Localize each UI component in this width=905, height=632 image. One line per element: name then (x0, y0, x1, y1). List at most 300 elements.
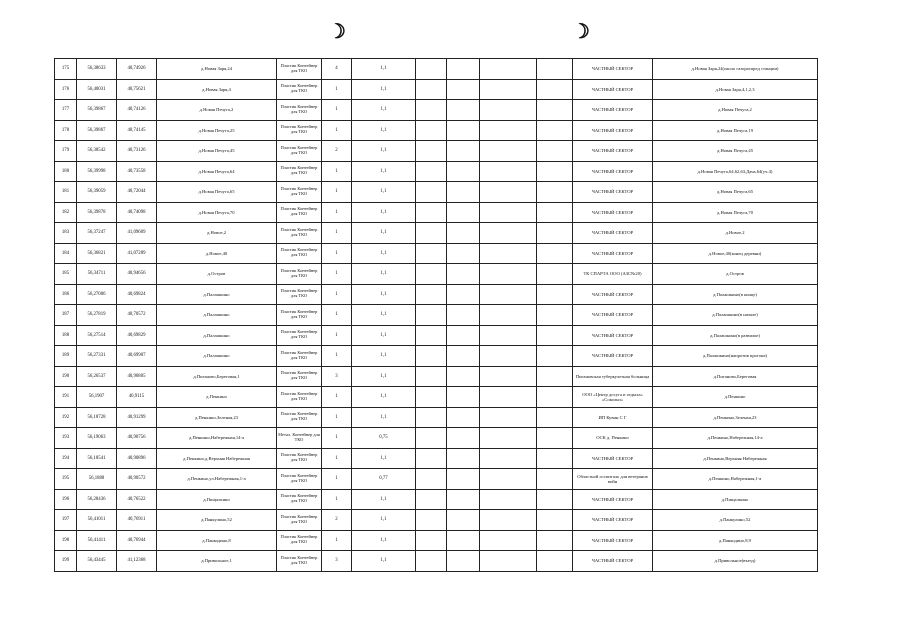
waste-source-cell: ЧАСТНЫЙ СЕКТОР (573, 243, 653, 264)
empty-cell (447, 366, 480, 387)
empty-cell (416, 407, 447, 428)
waste-container-table (54, 58, 818, 572)
empty-cell (480, 530, 537, 551)
longitude-cell: 40,74098 (117, 202, 157, 223)
empty-cell (416, 469, 447, 490)
container-volume-cell: 1,1 (352, 120, 416, 141)
table-row (55, 428, 818, 449)
waste-source-cell: ООО «Центр досуга и отдыха» «Сокольи» (573, 387, 653, 408)
served-objects-cell: д.Палашкино(в развилке) (653, 325, 818, 346)
container-volume-cell: 1,1 (352, 264, 416, 285)
row-number: 177 (55, 100, 77, 121)
row-number: 193 (55, 428, 77, 449)
container-volume-cell: 1,1 (352, 325, 416, 346)
served-objects-cell: д.Панкулино,52 (653, 510, 818, 531)
address-cell: д.Новая Печуга,64 (157, 161, 277, 182)
table-row (55, 120, 818, 141)
empty-cell (480, 448, 537, 469)
empty-cell (416, 325, 447, 346)
empty-cell (480, 305, 537, 326)
address-cell: д.Пенкино,ул.Набережная,1-а (157, 469, 277, 490)
container-type-cell: Пластик Контейнер для ТКО (277, 161, 322, 182)
container-type-cell: Пластик Контейнер для ТКО (277, 59, 322, 80)
waste-source-cell: ЧАСТНЫЙ СЕКТОР (573, 141, 653, 162)
container-type-cell: Пластик Контейнер для ТКО (277, 366, 322, 387)
empty-cell (537, 264, 573, 285)
table-row (55, 161, 818, 182)
latitude-cell: 56,27006 (77, 284, 117, 305)
empty-cell (537, 448, 573, 469)
longitude-cell: 40,76911 (117, 510, 157, 531)
served-objects-cell: д.Пенкино,Набережная,14-а (653, 428, 818, 449)
served-objects-cell: д.Пищалкино (653, 489, 818, 510)
empty-cell (416, 243, 447, 264)
container-type-cell: Пластик Контейнер для ТКО (277, 264, 322, 285)
table-row (55, 530, 818, 551)
container-type-cell: Метал. Контейнер для ТКО (277, 428, 322, 449)
empty-cell (447, 223, 480, 244)
container-count-cell: 1 (322, 448, 352, 469)
container-type-cell: Пластик Контейнер для ТКО (277, 510, 322, 531)
container-count-cell: 2 (322, 141, 352, 162)
longitude-cell: 40,72044 (117, 182, 157, 203)
container-count-cell: 1 (322, 161, 352, 182)
empty-cell (447, 141, 480, 162)
container-count-cell: 1 (322, 100, 352, 121)
latitude-cell: 56,39867 (77, 120, 117, 141)
latitude-cell: 56,39867 (77, 100, 117, 121)
empty-cell (447, 387, 480, 408)
table-row (55, 366, 818, 387)
row-number: 175 (55, 59, 77, 80)
empty-cell (416, 59, 447, 80)
empty-cell (537, 79, 573, 100)
empty-cell (480, 264, 537, 285)
container-volume-cell: 1,1 (352, 407, 416, 428)
table-row (55, 551, 818, 572)
container-type-cell: Пластик Контейнер для ТКО (277, 79, 322, 100)
table-row (55, 79, 818, 100)
table-row (55, 202, 818, 223)
row-number: 182 (55, 202, 77, 223)
empty-cell (537, 469, 573, 490)
empty-cell (480, 407, 537, 428)
container-volume-cell: 1,1 (352, 284, 416, 305)
served-objects-cell: д.Новая Печуга,70 (653, 202, 818, 223)
served-objects-cell: д.Привольное(въезд) (653, 551, 818, 572)
container-type-cell: Пластик Контейнер для ТКО (277, 551, 322, 572)
container-volume-cell: 1,1 (352, 79, 416, 100)
container-count-cell: 1 (322, 202, 352, 223)
address-cell: д.Панкодино,8 (157, 530, 277, 551)
container-volume-cell: 1,1 (352, 100, 416, 121)
longitude-cell: 40,91299 (117, 407, 157, 428)
empty-cell (537, 325, 573, 346)
container-type-cell: Пластик Контейнер для ТКО (277, 100, 322, 121)
served-objects-cell: д.Панкодино,8,9 (653, 530, 818, 551)
row-number: 195 (55, 469, 77, 490)
container-count-cell: 4 (322, 59, 352, 80)
empty-cell (447, 59, 480, 80)
container-volume-cell: 1,1 (352, 387, 416, 408)
empty-cell (447, 325, 480, 346)
address-cell: д.Новая Заря,4 (157, 79, 277, 100)
address-cell: д.Новая Печуга,65 (157, 182, 277, 203)
address-cell: д.Новая Печуга,70 (157, 202, 277, 223)
served-objects-cell: д.Новое,2 (653, 223, 818, 244)
container-volume-cell: 1,1 (352, 489, 416, 510)
container-type-cell: Пластик Контейнер для ТКО (277, 141, 322, 162)
header-mark-right: ☽ (572, 21, 590, 43)
empty-cell (416, 305, 447, 326)
served-objects-cell: д.Палашкино(напротив прогона) (653, 346, 818, 367)
container-volume-cell: 1,1 (352, 223, 416, 244)
waste-source-cell: ЧАСТНЫЙ СЕКТОР (573, 100, 653, 121)
row-number: 178 (55, 120, 77, 141)
longitude-cell: 40,90572 (117, 469, 157, 490)
empty-cell (480, 182, 537, 203)
table-row (55, 59, 818, 80)
empty-cell (537, 182, 573, 203)
address-cell: д.Пищалкино (157, 489, 277, 510)
empty-cell (537, 59, 573, 80)
row-number: 197 (55, 510, 77, 531)
container-count-cell: 1 (322, 469, 352, 490)
container-count-cell: 1 (322, 428, 352, 449)
container-volume-cell: 1,1 (352, 530, 416, 551)
latitude-cell: 56,34711 (77, 264, 117, 285)
address-cell: д.Остров (157, 264, 277, 285)
longitude-cell: 40,73126 (117, 141, 157, 162)
empty-cell (416, 530, 447, 551)
row-number: 190 (55, 366, 77, 387)
latitude-cell: 56,43445 (77, 551, 117, 572)
empty-cell (537, 510, 573, 531)
container-type-cell: Пластик Контейнер для ТКО (277, 346, 322, 367)
empty-cell (537, 551, 573, 572)
container-count-cell: 3 (322, 366, 352, 387)
row-number: 189 (55, 346, 77, 367)
container-type-cell: Пластик Контейнер для ТКО (277, 305, 322, 326)
latitude-cell: 56,19063 (77, 428, 117, 449)
latitude-cell: 56,39998 (77, 161, 117, 182)
empty-cell (416, 551, 447, 572)
empty-cell (537, 243, 573, 264)
empty-cell (416, 448, 447, 469)
empty-cell (447, 551, 480, 572)
table-row (55, 469, 818, 490)
address-cell: д.Палашкино (157, 325, 277, 346)
waste-source-cell: ЧАСТНЫЙ СЕКТОР (573, 325, 653, 346)
container-type-cell: Пластик Контейнер для ТКО (277, 223, 322, 244)
waste-source-cell: ЧАСТНЫЙ СЕКТОР (573, 120, 653, 141)
empty-cell (537, 346, 573, 367)
empty-cell (416, 100, 447, 121)
empty-cell (537, 223, 573, 244)
empty-cell (480, 243, 537, 264)
served-objects-cell: д.Новая Печуга,19 (653, 120, 818, 141)
container-count-cell: 1 (322, 243, 352, 264)
latitude-cell: 56,38542 (77, 141, 117, 162)
empty-cell (480, 202, 537, 223)
container-count-cell: 1 (322, 346, 352, 367)
longitude-cell: 40,74126 (117, 100, 157, 121)
latitude-cell: 56,1907 (77, 387, 117, 408)
container-count-cell: 1 (322, 530, 352, 551)
row-number: 192 (55, 407, 77, 428)
row-number: 198 (55, 530, 77, 551)
empty-cell (480, 79, 537, 100)
empty-cell (416, 141, 447, 162)
waste-source-cell: Пигановская туберкулезная больница (573, 366, 653, 387)
address-cell: д.Палашкино (157, 305, 277, 326)
served-objects-cell: д.Новая Заря,24(около газораспред станции) (653, 59, 818, 80)
empty-cell (480, 100, 537, 121)
longitude-cell: 40,75621 (117, 79, 157, 100)
longitude-cell: 40,74926 (117, 59, 157, 80)
table-row (55, 387, 818, 408)
served-objects-cell: д.Новая Печуга,64,62,63,Дача,64(уч.4) (653, 161, 818, 182)
waste-source-cell: ЧАСТНЫЙ СЕКТОР (573, 161, 653, 182)
empty-cell (416, 202, 447, 223)
waste-source-cell: ИП Кувин С Г (573, 407, 653, 428)
container-volume-cell: 1,1 (352, 448, 416, 469)
empty-cell (480, 551, 537, 572)
waste-source-cell: ЧАСТНЫЙ СЕКТОР (573, 79, 653, 100)
table-row (55, 243, 818, 264)
longitude-cell: 40,94656 (117, 264, 157, 285)
empty-cell (447, 264, 480, 285)
latitude-cell: 56,36821 (77, 243, 117, 264)
table-row (55, 223, 818, 244)
container-count-cell: 1 (322, 325, 352, 346)
container-type-cell: Пластик Контейнер для ТКО (277, 182, 322, 203)
empty-cell (447, 469, 480, 490)
empty-cell (480, 325, 537, 346)
container-count-cell: 1 (322, 79, 352, 100)
empty-cell (537, 530, 573, 551)
latitude-cell: 56,1888 (77, 469, 117, 490)
container-count-cell: 1 (322, 387, 352, 408)
empty-cell (447, 202, 480, 223)
longitude-cell: 40,70572 (117, 305, 157, 326)
container-count-cell: 1 (322, 182, 352, 203)
served-objects-cell: д.Новая Печуга,65 (653, 182, 818, 203)
waste-source-cell: ЧАСТНЫЙ СЕКТОР (573, 551, 653, 572)
latitude-cell: 56,41411 (77, 530, 117, 551)
table-row (55, 264, 818, 285)
container-count-cell: 1 (322, 284, 352, 305)
waste-source-cell: ЧАСТНЫЙ СЕКТОР (573, 182, 653, 203)
empty-cell (447, 161, 480, 182)
container-volume-cell: 1,1 (352, 243, 416, 264)
container-count-cell: 2 (322, 510, 352, 531)
row-number: 180 (55, 161, 77, 182)
waste-source-cell: ОСК д. Пенкино (573, 428, 653, 449)
longitude-cell: 41,09609 (117, 223, 157, 244)
container-volume-cell: 1,1 (352, 366, 416, 387)
empty-cell (416, 346, 447, 367)
latitude-cell: 56,38633 (77, 59, 117, 80)
longitude-cell: 40,90805 (117, 366, 157, 387)
longitude-cell: 40,73558 (117, 161, 157, 182)
address-cell: д.Новое,40 (157, 243, 277, 264)
waste-source-cell: ТК СПАРТА ООО (АЗС№20) (573, 264, 653, 285)
empty-cell (480, 469, 537, 490)
empty-cell (416, 366, 447, 387)
table-row (55, 407, 818, 428)
waste-source-cell: Областной госпиталь для ветеранов войн (573, 469, 653, 490)
container-type-cell: Пластик Контейнер для ТКО (277, 489, 322, 510)
container-volume-cell: 1,1 (352, 551, 416, 572)
table-row (55, 182, 818, 203)
served-objects-cell: д.Пенкино,Зеленая,23 (653, 407, 818, 428)
empty-cell (480, 387, 537, 408)
empty-cell (537, 489, 573, 510)
row-number: 176 (55, 79, 77, 100)
served-objects-cell: д.Новая Заря,4,1,2,3 (653, 79, 818, 100)
container-volume-cell: 1,1 (352, 59, 416, 80)
row-number: 186 (55, 284, 77, 305)
container-type-cell: Пластик Контейнер для ТКО (277, 387, 322, 408)
container-type-cell: Пластик Контейнер для ТКО (277, 202, 322, 223)
container-volume-cell: 1,1 (352, 161, 416, 182)
empty-cell (447, 510, 480, 531)
address-cell: д.Пиганово,Береговая,1 (157, 366, 277, 387)
address-cell: д.Пенкино,Набережная,14-а (157, 428, 277, 449)
container-count-cell: 1 (322, 223, 352, 244)
address-cell: д.Новая Печуга,2 (157, 100, 277, 121)
latitude-cell: 56,27819 (77, 305, 117, 326)
waste-source-cell: ЧАСТНЫЙ СЕКТОР (573, 346, 653, 367)
table-row (55, 284, 818, 305)
address-cell: д.Новая Печуга,45 (157, 141, 277, 162)
empty-cell (537, 141, 573, 162)
empty-cell (480, 489, 537, 510)
address-cell: д.Палашкино (157, 284, 277, 305)
container-count-cell: 1 (322, 407, 352, 428)
served-objects-cell: д.Остров (653, 264, 818, 285)
empty-cell (447, 100, 480, 121)
address-cell: д.Панкулино,52 (157, 510, 277, 531)
row-number: 191 (55, 387, 77, 408)
container-volume-cell: 1,1 (352, 346, 416, 367)
latitude-cell: 56,18541 (77, 448, 117, 469)
longitude-cell: 40,90756 (117, 428, 157, 449)
served-objects-cell: д.Новая Печуга,45 (653, 141, 818, 162)
container-volume-cell: 1,1 (352, 305, 416, 326)
container-count-cell: 1 (322, 120, 352, 141)
served-objects-cell: д.Пенкино (653, 387, 818, 408)
address-cell: д.Новая Печуга,25 (157, 120, 277, 141)
empty-cell (447, 243, 480, 264)
empty-cell (537, 366, 573, 387)
empty-cell (416, 161, 447, 182)
empty-cell (447, 284, 480, 305)
address-cell: д.Привольное,1 (157, 551, 277, 572)
row-number: 183 (55, 223, 77, 244)
empty-cell (447, 305, 480, 326)
waste-source-cell: ЧАСТНЫЙ СЕКТОР (573, 59, 653, 80)
row-number: 187 (55, 305, 77, 326)
empty-cell (480, 366, 537, 387)
empty-cell (480, 510, 537, 531)
container-type-cell: Пластик Контейнер для ТКО (277, 325, 322, 346)
empty-cell (447, 182, 480, 203)
longitude-cell: 40,69829 (117, 325, 157, 346)
container-count-cell: 1 (322, 305, 352, 326)
empty-cell (480, 284, 537, 305)
served-objects-cell: д.Новое,40(конец деревни) (653, 243, 818, 264)
container-volume-cell: 0,77 (352, 469, 416, 490)
empty-cell (480, 120, 537, 141)
container-type-cell: Пластик Контейнер для ТКО (277, 448, 322, 469)
latitude-cell: 56,27514 (77, 325, 117, 346)
served-objects-cell: д.Пенкино,Верхняя Набережная (653, 448, 818, 469)
empty-cell (480, 346, 537, 367)
waste-source-cell: ЧАСТНЫЙ СЕКТОР (573, 530, 653, 551)
address-cell: д.Пенкино,д.Верхняя Набережная (157, 448, 277, 469)
container-type-cell: Пластик Контейнер для ТКО (277, 284, 322, 305)
latitude-cell: 56,39059 (77, 182, 117, 203)
served-objects-cell: д.Новая Печуга,2 (653, 100, 818, 121)
table-row (55, 100, 818, 121)
empty-cell (447, 346, 480, 367)
longitude-cell: 41,07289 (117, 243, 157, 264)
row-number: 196 (55, 489, 77, 510)
empty-cell (537, 428, 573, 449)
container-volume-cell: 1,1 (352, 510, 416, 531)
address-cell: д.Пенкино (157, 387, 277, 408)
empty-cell (416, 510, 447, 531)
address-cell: д.Палашкино (157, 346, 277, 367)
empty-cell (416, 387, 447, 408)
longitude-cell: 40,69907 (117, 346, 157, 367)
row-number: 179 (55, 141, 77, 162)
latitude-cell: 56,37247 (77, 223, 117, 244)
container-volume-cell: 1,1 (352, 182, 416, 203)
waste-source-cell: ЧАСТНЫЙ СЕКТОР (573, 223, 653, 244)
waste-source-cell: ЧАСТНЫЙ СЕКТОР (573, 202, 653, 223)
container-count-cell: 3 (322, 551, 352, 572)
row-number: 185 (55, 264, 77, 285)
empty-cell (447, 79, 480, 100)
latitude-cell: 56,40031 (77, 79, 117, 100)
empty-cell (537, 120, 573, 141)
table-row (55, 448, 818, 469)
table-row (55, 325, 818, 346)
address-cell: д.Новое,2 (157, 223, 277, 244)
empty-cell (537, 100, 573, 121)
served-objects-cell: д.Палашкино(в начале) (653, 305, 818, 326)
address-cell: д.Пенкино,Зеленая,23 (157, 407, 277, 428)
waste-source-cell: ЧАСТНЫЙ СЕКТОР (573, 510, 653, 531)
latitude-cell: 56,18728 (77, 407, 117, 428)
longitude-cell: 40,9115 (117, 387, 157, 408)
empty-cell (537, 305, 573, 326)
empty-cell (447, 120, 480, 141)
empty-cell (480, 161, 537, 182)
empty-cell (416, 223, 447, 244)
longitude-cell: 40,76944 (117, 530, 157, 551)
container-type-cell: Пластик Контейнер для ТКО (277, 407, 322, 428)
waste-source-cell: ЧАСТНЫЙ СЕКТОР (573, 448, 653, 469)
empty-cell (416, 284, 447, 305)
waste-source-cell: ЧАСТНЫЙ СЕКТОР (573, 284, 653, 305)
empty-cell (416, 182, 447, 203)
table-row (55, 489, 818, 510)
empty-cell (447, 448, 480, 469)
